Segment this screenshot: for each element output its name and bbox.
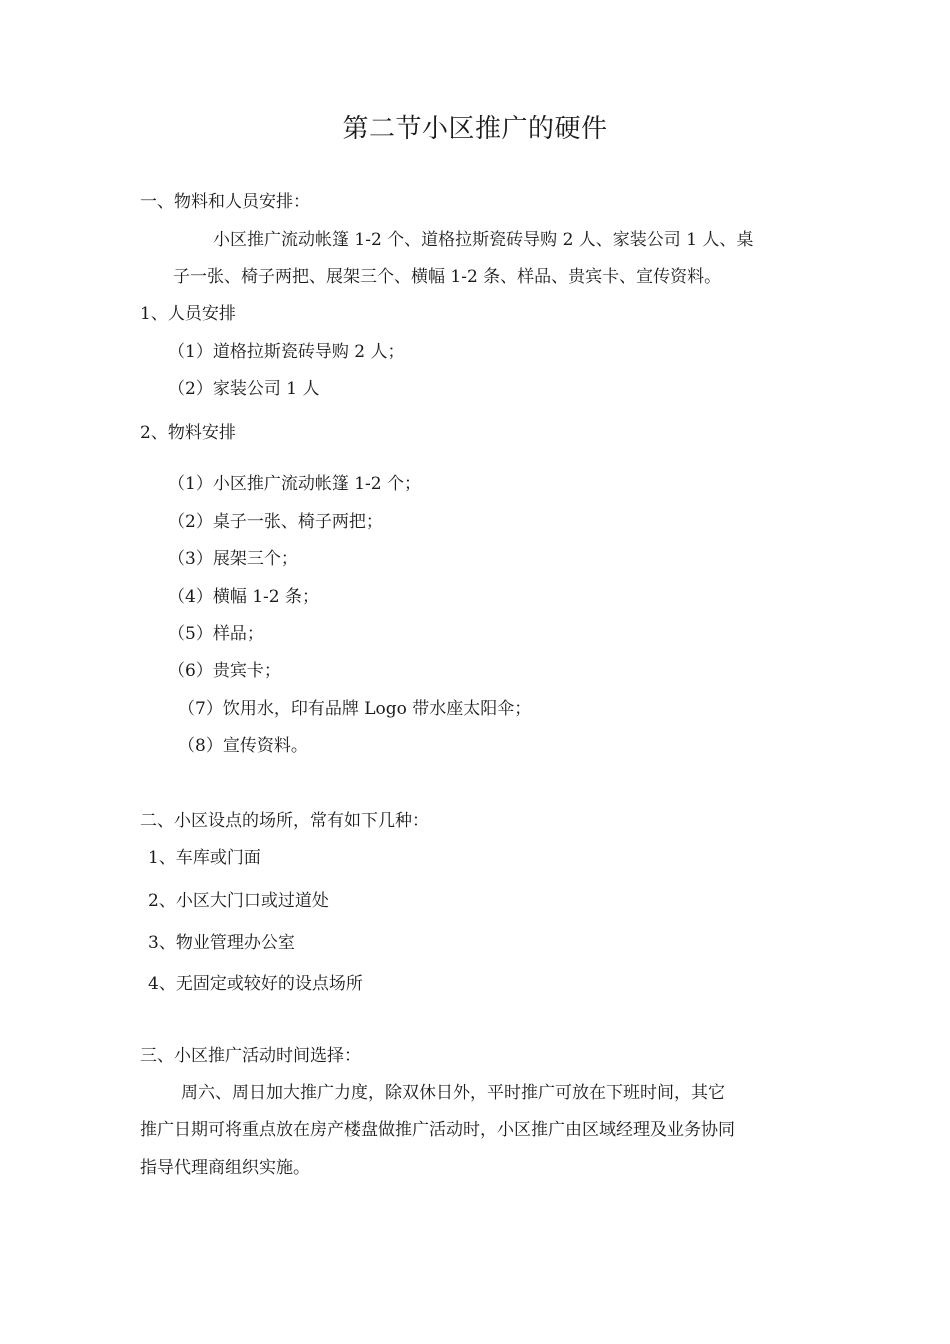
personnel-item-1: （1）道格拉斯瓷砖导购 2 人； (168, 342, 405, 362)
section1-intro-line1: 小区推广流动帐篷 1-2 个、道格拉斯瓷砖导购 2 人、家装公司 1 人、桌 (213, 230, 754, 250)
materials-item-6: （6）贵宾卡； (168, 661, 281, 681)
section3-para-line2: 推广日期可将重点放在房产楼盘做推广活动时，小区推广由区域经理及业务协同 (140, 1120, 735, 1140)
materials-item-2: （2）桌子一张、椅子两把； (168, 512, 383, 532)
section3-heading: 三、小区推广活动时间选择： (140, 1046, 361, 1066)
materials-item-7: （7）饮用水，印有品牌 Logo 带水座太阳伞； (178, 699, 532, 719)
materials-item-3: （3）展架三个； (168, 549, 298, 569)
venue-item-4: 4、无固定或较好的设点场所 (148, 974, 363, 994)
materials-item-5: （5）样品； (168, 624, 264, 644)
materials-item-1: （1）小区推广流动帐篷 1-2 个； (168, 474, 421, 494)
venue-item-3: 3、物业管理办公室 (148, 933, 295, 953)
page-title: 第二节小区推广的硬件 (342, 114, 608, 144)
section1-heading: 一、物料和人员安排： (140, 192, 310, 212)
section2-heading: 二、小区设点的场所，常有如下几种： (140, 811, 429, 831)
materials-item-4: （4）横幅 1-2 条； (168, 587, 319, 607)
section3-para-line1: 周六、周日加大推广力度，除双休日外，平时推广可放在下班时间，其它 (181, 1083, 725, 1103)
venue-item-1: 1、车库或门面 (148, 848, 261, 868)
section1-intro-line2: 子一张、椅子两把、展架三个、横幅 1-2 条、样品、贵宾卡、宣传资料。 (173, 267, 722, 287)
venue-item-2: 2、小区大门口或过道处 (148, 891, 329, 911)
personnel-item-2: （2）家装公司 1 人 (168, 379, 320, 399)
materials-item-8: （8）宣传资料。 (178, 736, 308, 756)
personnel-heading: 1、人员安排 (140, 304, 236, 324)
section3-para-line3: 指导代理商组织实施。 (140, 1158, 310, 1178)
materials-heading: 2、物料安排 (140, 423, 236, 443)
